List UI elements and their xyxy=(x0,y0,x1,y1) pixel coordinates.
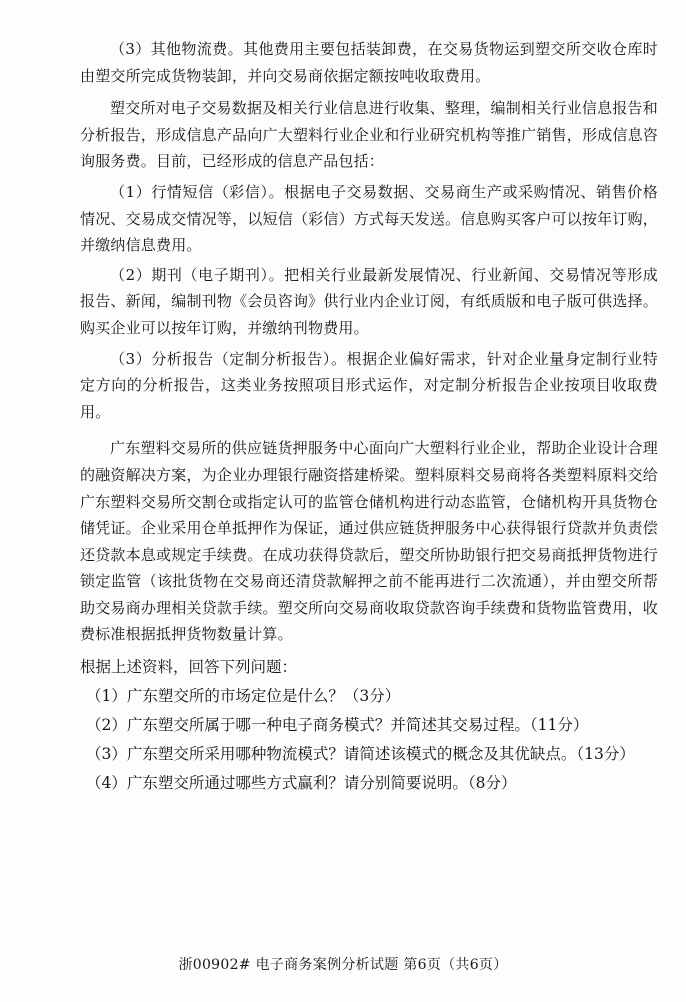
question-item: （1）广东塑交所的市场定位是什么？（3分） xyxy=(86,687,401,706)
page-footer: 浙00902# 电子商务案例分析试题 第6页（共6页） xyxy=(178,957,508,973)
paragraph-analysis-report: （3）分析报告（定制分析报告）。根据企业偏好需求，针对企业量身定制行业特定方向的分析报告，这类业务按照项目形式运作，对定制分析报告企业按项目收取费用。 xyxy=(80,349,658,421)
question-item: （2）广东塑交所属于哪一种电子商务模式？并简述其交易过程。（11分） xyxy=(86,716,589,735)
paragraph-other-logistics-fee: （3）其他物流费。其他费用主要包括装卸费，在交易货物运到塑交所交收仓库时由塑交所完成货物装卸，并向交易商依据定额按吨收取费用。 xyxy=(80,40,658,85)
questions-intro: 根据上述资料，回答下列问题： xyxy=(80,658,298,677)
question-item: （4）广东塑交所通过哪些方式赢利？请分别简要说明。（8分） xyxy=(86,774,517,793)
paragraph-periodical: （2）期刊（电子期刊）。把相关行业最新发展情况、行业新闻、交易情况等形成报告、新闻，编制刊物《会员咨询》供行业内企业订阅，有纸质版和电子版可供选择。购买企业可以按年订购，并缴纳刊物费用。 xyxy=(80,265,658,337)
paragraph-info-service-fee: 塑交所对电子交易数据及相关行业信息进行收集、整理，编制相关行业信息报告和分析报告，形成信息产品向广大塑料行业企业和行业研究机构等推广销售，形成信息咨询服务费。目前，已经形成的信息产品包括： xyxy=(80,99,658,171)
paragraph-sms-quotes: （1）行情短信（彩信）。根据电子交易数据、交易商生产或采购情况、销售价格情况、交易成交情况等，以短信（彩信）方式每天发送。信息购买客户可以按年订购，并缴纳信息费用。 xyxy=(80,182,658,255)
page-content xyxy=(80,36,658,798)
question-item: （3）广东塑交所采用哪种物流模式？请简述该模式的概念及其优缺点。（13分） xyxy=(86,745,635,764)
paragraph-supply-chain-pledge: 广东塑料交易所的供应链货押服务中心面向广大塑料行业企业，帮助企业设计合理的融资解决方案，为企业办理银行融资搭建桥梁。塑料原料交易商将各类塑料原料交给广东塑料交易所交割仓或指定认可的监管仓储机构进行动态监管，仓储机构开具货物仓储凭证。企业采用仓单抵押作为保证，通过供应链货押服务中心获得银行贷款并负责偿还贷款本息或规定手续费。在成功获得贷款后，塑交所协助银行把交易商抵押货物进行锁定监管（该批货物在交易商还清贷款解押之前不能再进行二次流通），并由塑交所帮助交易商办理相关贷款手续。塑交所向交易商收取贷款咨询手续费和货物监管费用，收费标准根据抵押货物数量计算。 xyxy=(80,439,658,644)
question-list xyxy=(80,682,658,798)
